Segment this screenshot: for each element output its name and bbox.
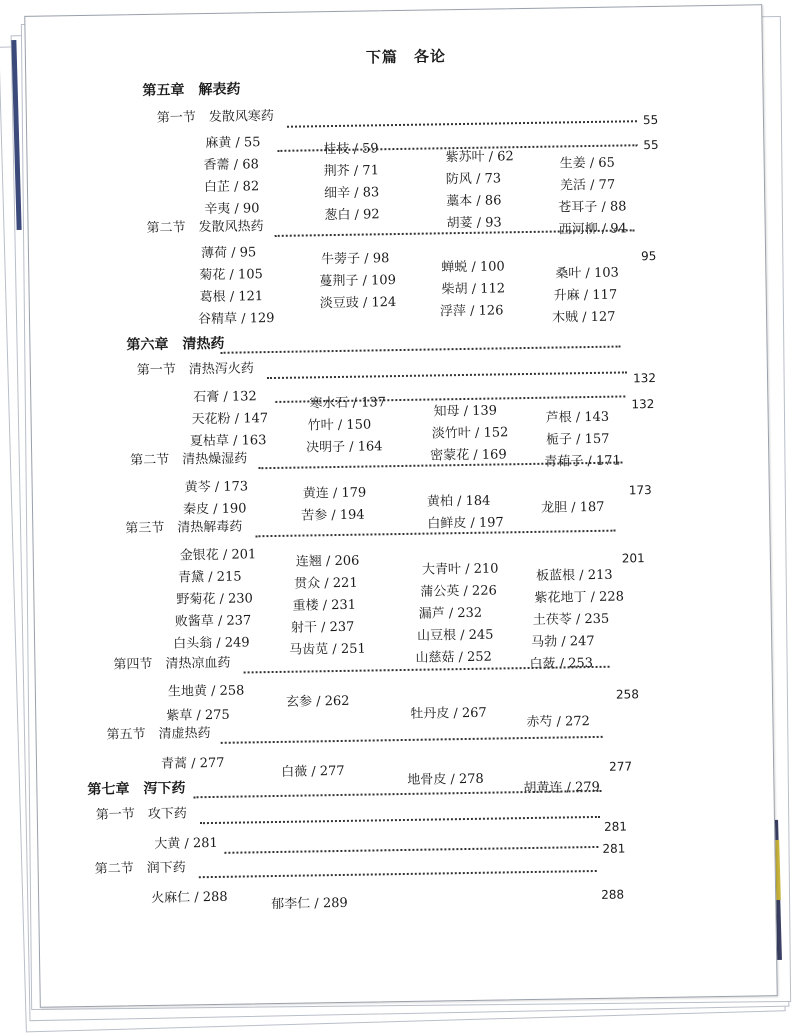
ch7-sec1-page: 281 xyxy=(603,819,628,834)
ch6-sec3-heading: 第三节 清热解毒药 xyxy=(125,519,243,537)
entry-item: 玄参 / 262 xyxy=(285,693,350,710)
entry-item: 密蒙花 / 169 xyxy=(430,447,507,464)
entry-item: 郁李仁 / 289 xyxy=(271,895,348,913)
entry-item: 马齿苋 / 251 xyxy=(289,641,366,658)
entry-item: 石膏 / 132 xyxy=(193,389,257,406)
entry-item: 重楼 / 231 xyxy=(292,597,357,614)
entry-item: 蝉蜕 / 100 xyxy=(441,259,505,276)
entry-item: 漏芦 / 232 xyxy=(418,605,483,622)
ch6-sec5-heading: 第五节 清虚热药 xyxy=(106,726,211,743)
entry-item: 射干 / 237 xyxy=(290,619,355,636)
entry-item: 生地黄 / 258 xyxy=(167,683,245,700)
entry-item: 桂枝 / 59 xyxy=(323,141,379,158)
ch6-sec1-page-2: 132 xyxy=(631,397,655,412)
entry-item: 地骨皮 / 278 xyxy=(407,771,484,788)
ch6-sec1-heading: 第一节 清热泻火药 xyxy=(136,361,254,379)
entry-item: 龙胆 / 187 xyxy=(540,499,605,516)
chapter-7-heading: 第七章 泻下药 xyxy=(87,780,186,798)
ch5-sec2-heading: 第二节 发散风热药 xyxy=(146,219,264,236)
entry-item: 青蒿 / 277 xyxy=(160,755,225,772)
entry-item: 山豆根 / 245 xyxy=(416,627,494,644)
ch6-sec1-page: 132 xyxy=(632,370,657,386)
entry-item: 牡丹皮 / 267 xyxy=(410,705,487,722)
entry-item: 青黛 / 215 xyxy=(177,569,242,586)
entry-item: 大青叶 / 210 xyxy=(421,561,499,578)
entry-item: 紫草 / 275 xyxy=(166,707,230,724)
entry-item: 贯众 / 221 xyxy=(294,575,358,592)
entry-item: 马勃 / 247 xyxy=(531,633,595,650)
chapter-6-heading: 第六章 清热药 xyxy=(126,335,225,354)
entry-item: 蔓荆子 / 109 xyxy=(319,273,397,290)
entry-item: 黄柏 / 184 xyxy=(426,493,491,510)
entry-item: 竹叶 / 150 xyxy=(307,417,372,434)
entry-item: 香薷 / 68 xyxy=(203,157,259,174)
entry-item: 菊花 / 105 xyxy=(199,267,263,284)
entry-item: 浮萍 / 126 xyxy=(439,303,504,320)
entry-item: 辛夷 / 90 xyxy=(204,201,260,218)
ch7-sec2-heading: 第二节 润下药 xyxy=(94,860,186,877)
entry-item: 淡竹叶 / 152 xyxy=(431,425,509,442)
ch6-sec4-page: 258 xyxy=(615,687,640,702)
entry-item: 木贼 / 127 xyxy=(551,309,616,326)
ch6-sec2-page: 173 xyxy=(628,483,652,498)
entry-item: 藁本 / 86 xyxy=(446,193,502,210)
ch6-sec4-heading: 第四节 清热凉血药 xyxy=(113,655,231,673)
entry-item: 赤芍 / 272 xyxy=(526,714,590,731)
ch7-sec1-page-2: 281 xyxy=(602,841,626,856)
entry-item: 生姜 / 65 xyxy=(559,155,615,172)
entry-item: 葛根 / 121 xyxy=(199,289,264,306)
entry-item: 细辛 / 83 xyxy=(323,185,380,202)
entry-item: 大黄 / 281 xyxy=(154,835,218,852)
entry-item: 苍耳子 / 88 xyxy=(558,199,627,216)
entry-item: 紫花地丁 / 228 xyxy=(534,589,625,606)
toc-page xyxy=(24,4,777,1007)
entry-item: 薄荷 / 95 xyxy=(200,245,257,262)
entry-item: 夏枯草 / 163 xyxy=(189,433,267,450)
entry-item: 天花粉 / 147 xyxy=(191,411,269,428)
ch7-sec2-page: 288 xyxy=(601,887,625,902)
ch6-sec2-heading: 第二节 清热燥湿药 xyxy=(130,451,248,469)
entry-item: 败酱草 / 237 xyxy=(174,613,252,630)
entry-item: 山慈菇 / 252 xyxy=(415,649,492,666)
entry-item: 荆芥 / 71 xyxy=(323,163,380,180)
ch5-sec1-page-2: 55 xyxy=(643,137,659,153)
entry-item: 牛蒡子 / 98 xyxy=(321,251,390,268)
entry-item: 桑叶 / 103 xyxy=(555,265,619,282)
entry-item: 紫苏叶 / 62 xyxy=(445,149,514,166)
entry-item: 胡荽 / 93 xyxy=(446,215,502,232)
entry-item: 土茯苓 / 235 xyxy=(532,611,610,628)
ch6-sec5-page: 277 xyxy=(609,759,633,774)
entry-item: 决明子 / 164 xyxy=(305,439,383,456)
entry-item: 板蓝根 / 213 xyxy=(536,567,613,584)
entry-item: 升麻 / 117 xyxy=(553,287,618,304)
leader-dots xyxy=(199,870,597,878)
entry-item: 秦皮 / 190 xyxy=(182,501,247,518)
entry-item: 胡黄连 / 279 xyxy=(523,779,601,797)
leader-dots xyxy=(200,816,600,824)
ch5-sec1-page: 55 xyxy=(642,112,659,128)
entry-item: 连翘 / 206 xyxy=(295,553,360,570)
ch5-sec2-page: 95 xyxy=(640,248,657,264)
entry-item: 白蔹 / 253 xyxy=(529,656,594,673)
ch7-sec1-heading: 第一节 攻下药 xyxy=(95,806,187,823)
entry-item: 西河柳 / 94 xyxy=(558,221,627,238)
entry-item: 防风 / 73 xyxy=(445,171,502,188)
entry-item: 黄芩 / 173 xyxy=(184,479,249,496)
entry-item: 火麻仁 / 288 xyxy=(151,889,228,906)
entry-item: 淡豆豉 / 124 xyxy=(319,295,397,312)
leader-dots xyxy=(287,120,637,127)
entry-item: 知母 / 139 xyxy=(433,403,498,420)
page-title: 下篇 各论 xyxy=(365,47,447,67)
entry-item: 苦参 / 194 xyxy=(301,507,365,524)
leader-dots xyxy=(224,846,598,854)
entry-item: 羌活 / 77 xyxy=(559,177,616,194)
chapter-5-heading: 第五章 解表药 xyxy=(142,81,241,100)
leader-dots xyxy=(267,371,627,379)
entry-item: 白芷 / 82 xyxy=(203,179,260,196)
entry-item: 寒水石 / 137 xyxy=(309,395,386,412)
entry-item: 白鲜皮 / 197 xyxy=(427,515,504,532)
entry-item: 野菊花 / 230 xyxy=(176,591,254,608)
leader-dots xyxy=(221,346,621,354)
ch5-sec1-heading: 第一节 发散风寒药 xyxy=(156,108,274,126)
entry-item: 青葙子 / 171 xyxy=(544,453,621,470)
entry-item: 黄连 / 179 xyxy=(302,485,367,502)
entry-item: 葱白 / 92 xyxy=(324,207,380,224)
entry-item: 蒲公英 / 226 xyxy=(420,583,497,600)
entry-item: 白头翁 / 249 xyxy=(173,635,250,652)
entry-item: 谷精草 / 129 xyxy=(197,310,275,328)
ch6-sec3-page: 201 xyxy=(621,551,645,566)
entry-item: 麻黄 / 55 xyxy=(205,135,261,152)
entry-item: 芦根 / 143 xyxy=(545,409,610,426)
entry-item: 白薇 / 277 xyxy=(281,763,345,780)
entry-item: 柴胡 / 112 xyxy=(441,281,506,298)
entry-item: 金银花 / 201 xyxy=(179,547,257,564)
entry-item: 栀子 / 157 xyxy=(545,431,610,448)
leader-dots xyxy=(221,736,603,744)
